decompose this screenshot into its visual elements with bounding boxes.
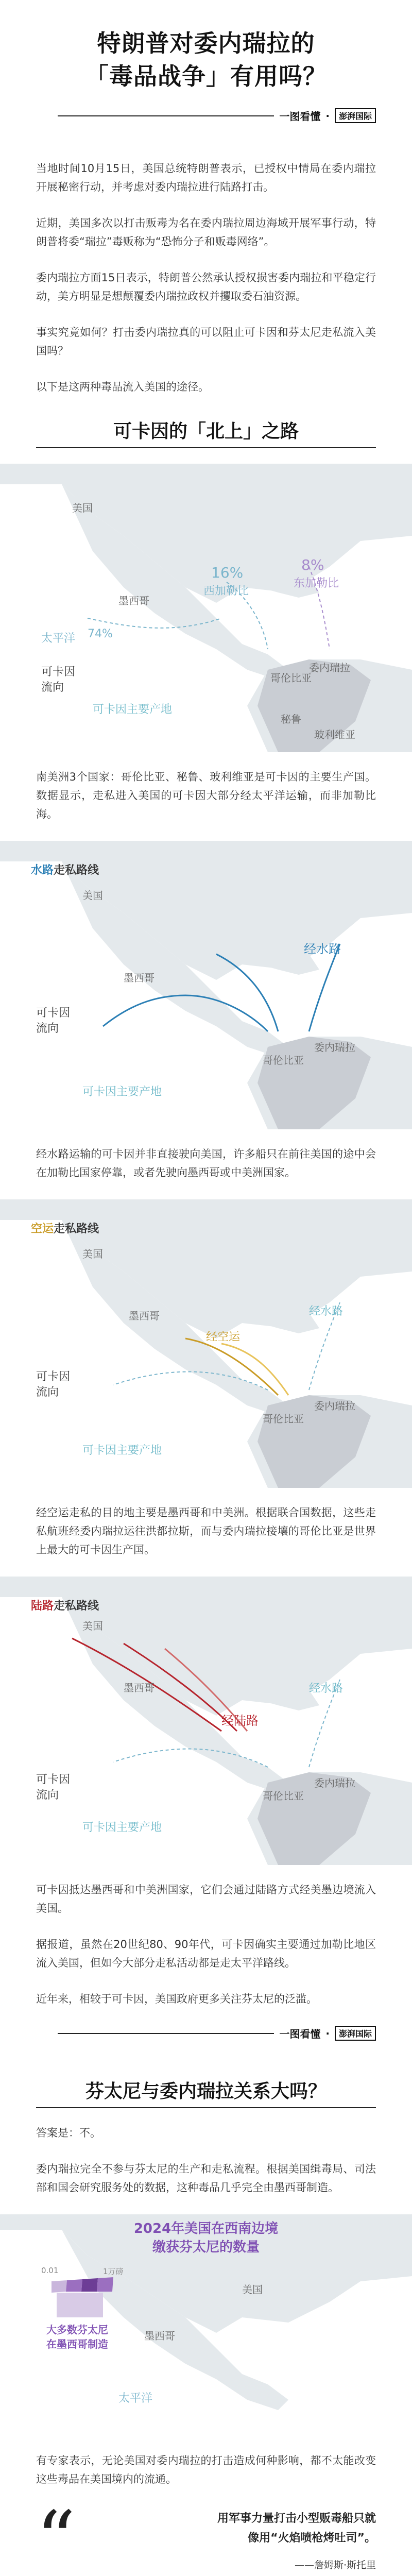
- map-land-route: [0, 1577, 412, 1865]
- map3-title: [31, 1220, 99, 1236]
- intro-paragraph: 以下是这两种毒品流入美国的途径。: [36, 381, 209, 393]
- fentanyl-origin-area: [57, 2293, 103, 2317]
- map3-title-suffix: 走私路线: [54, 1223, 99, 1235]
- section2-heading-text: 芬太尼与委内瑞拉关系大吗？: [85, 2081, 327, 2102]
- label-usa: 美国: [242, 2283, 263, 2296]
- section1-paragraph: 近年来，相较于可卡因，美国政府更多关注芬太尼的泛滥。: [36, 1993, 317, 2005]
- map4-svg: [0, 1577, 412, 1865]
- intro-paragraph: 事实究竟如何？打击委内瑞拉真的可以阻止可卡因和芬太尼走私流入美国吗？: [36, 326, 376, 357]
- section2-heading: [82, 2077, 330, 2103]
- section2-text-a: [0, 2124, 412, 2197]
- brand-name: 一图看懂: [279, 2028, 321, 2040]
- label-mexico: 墨西哥: [124, 972, 154, 984]
- seizure-bar: [81, 2278, 98, 2292]
- map-fentanyl: [0, 2214, 412, 2441]
- label-sea-route: 经水路: [309, 1305, 344, 1318]
- label-land-route: 经陆路: [221, 1714, 259, 1728]
- label-origin: 可卡因主要产地: [82, 1821, 162, 1834]
- section1-heading-block: [0, 417, 412, 448]
- label-colombia: 哥伦比亚: [263, 1413, 304, 1425]
- label-pct-16: 16%: [211, 564, 244, 581]
- intro-paragraph: 当地时间10月15日，美国总统特朗普表示，已授权中情局在委内瑞拉开展秘密行动，并考虑对委内瑞拉进行陆路打击。: [36, 162, 376, 193]
- map5-caption-line2: 缴获芬太尼的数量: [152, 2240, 260, 2255]
- label-pacific: 太平洋: [118, 2392, 153, 2405]
- label-sea-route: 经水路: [309, 1682, 344, 1695]
- section2-paragraph: 有专家表示，无论美国对委内瑞拉的打击造成何种影响，都不太能改变这些毒品在美国境内的流通。: [36, 2454, 376, 2485]
- heading-rule: [36, 2107, 376, 2108]
- brand-rule: [58, 2033, 274, 2034]
- map2-title-prefix: 水路: [31, 864, 54, 877]
- map3-title-prefix: 空运: [31, 1223, 54, 1235]
- label-mexico: 墨西哥: [129, 1310, 160, 1322]
- label-venezuela: 委内瑞拉: [309, 662, 350, 674]
- brand-box: 澎湃国际: [335, 2026, 376, 2041]
- quote-text-line1: 用军事力量打击小型贩毒船只就: [217, 2512, 376, 2525]
- section1-heading: [110, 417, 302, 443]
- label-east-caribbean: 东加勒比: [294, 577, 339, 590]
- section2-heading-block: [0, 2077, 412, 2108]
- intro: [0, 159, 412, 396]
- brand-name: 一图看懂: [279, 110, 321, 123]
- label-pacific: 太平洋: [41, 632, 76, 645]
- brand-row: [36, 108, 376, 123]
- section1-paragraph: 据报道，虽然在20世纪80、90年代，可卡因确实主要通过加勒比地区流入美国，但如今大部分走私活动都是走太平洋路线。: [36, 1938, 376, 1969]
- label-mexico: 墨西哥: [118, 595, 149, 607]
- intro-paragraph: 近期，美国多次以打击贩毒为名在委内瑞拉周边海域开展军事行动，特朗普将委“瑞拉”毒贩称为“恐怖分子和贩毒网络”。: [36, 217, 376, 248]
- section2-text-b: [0, 2451, 412, 2488]
- label-cocaine-flow: 可卡因 流向: [41, 666, 76, 694]
- label-venezuela: 委内瑞拉: [314, 1041, 355, 1054]
- seizure-bar: [66, 2279, 82, 2292]
- label-origin: 可卡因主要产地: [93, 703, 173, 716]
- water-route-line-3: [309, 944, 340, 1031]
- label-colombia: 哥伦比亚: [270, 672, 312, 684]
- map5-caption: [0, 2219, 412, 2257]
- label-usa: 美国: [82, 1248, 103, 1260]
- label-colombia: 哥伦比亚: [263, 1054, 304, 1066]
- seizure-bar: [97, 2277, 113, 2292]
- map2-svg: [0, 841, 412, 1129]
- label-venezuela: 委内瑞拉: [314, 1400, 355, 1412]
- label-origin: 可卡因主要产地: [82, 1444, 162, 1457]
- intro-paragraph: 委内瑞拉方面15日表示，特朗普公然承认授权损害委内瑞拉和平稳定行动，美方明显是想颠覆委内瑞拉政权并攫取委石油资源。: [36, 272, 376, 302]
- section1-paragraph: 经空运走私的目的地主要是墨西哥和中美洲。根据联合国数据，这些走私航班经委内瑞拉运往洪都拉斯，而与委内瑞拉接壤的哥伦比亚是世界上最大的可卡因生产国。: [36, 1506, 376, 1556]
- label-usa: 美国: [82, 889, 103, 902]
- heading-rule: [36, 447, 376, 448]
- label-cocaine-flow: 可卡因 流向: [36, 1773, 71, 1802]
- section1-paragraph: 经水路运输的可卡因并非直接驶向美国，许多船只在前往美国的途中会在加勒比国家停靠，或者先驶向墨西哥或中美洲国家。: [36, 1148, 376, 1179]
- map-air-route: [0, 1199, 412, 1488]
- quote-body: [103, 2509, 376, 2576]
- legend-high: 1万磅: [103, 2267, 124, 2276]
- label-mexico: 墨西哥: [144, 2330, 175, 2342]
- title-line-1: 特朗普对委内瑞拉的: [97, 29, 315, 57]
- map4-title-suffix: 走私路线: [54, 1600, 99, 1613]
- brand-dot: ·: [325, 2027, 330, 2040]
- header: [0, 0, 412, 123]
- brand-row-2: [0, 2026, 412, 2041]
- label-usa: 美国: [82, 1620, 103, 1632]
- label-cocaine-flow: 可卡因 流向: [36, 1007, 71, 1035]
- map-cocaine-flow: [0, 464, 412, 752]
- section1-text-d: [0, 1880, 412, 2008]
- label-pct-74: 74%: [88, 628, 113, 640]
- section1-heading-text: 可卡因的「北上」之路: [113, 421, 299, 442]
- label-origin: 可卡因主要产地: [82, 1086, 162, 1098]
- quote-text-line2: 像用“火焰喷枪烤吐司”。: [248, 2532, 376, 2545]
- label-air-route: 经空运: [206, 1331, 241, 1344]
- map2-title: [31, 861, 99, 877]
- map-water-route: [0, 841, 412, 1129]
- label-colombia: 哥伦比亚: [263, 1790, 304, 1802]
- title-line-2: 「毒品战争」有用吗？: [85, 62, 327, 90]
- label-sea-route: 经水路: [304, 942, 341, 956]
- section2-paragraph: 答案是：不。: [36, 2127, 101, 2139]
- map4-title-prefix: 陆路: [31, 1600, 54, 1613]
- label-west-caribbean: 西加勒比: [203, 585, 249, 598]
- brand-rule: [58, 115, 274, 116]
- section1-text-c: [0, 1503, 412, 1559]
- label-usa: 美国: [72, 502, 93, 514]
- label-venezuela: 委内瑞拉: [314, 1777, 355, 1789]
- label-peru: 秘鲁: [281, 713, 301, 725]
- label-pct-8: 8%: [301, 556, 324, 573]
- section1-text-a: [0, 768, 412, 823]
- section1-paragraph: 南美洲3个国家：哥伦比亚、秘鲁、玻利维亚是可卡因的主要生产国。数据显示，走私进入美国的可卡因大部分经太平洋运输，而非加勒比海。: [36, 771, 376, 820]
- map2-title-suffix: 走私路线: [54, 864, 99, 877]
- seizure-bar: [52, 2280, 67, 2293]
- quote-mark-icon: “: [36, 2495, 76, 2576]
- label-cocaine-flow: 可卡因 流向: [36, 1370, 71, 1399]
- section2-paragraph: 委内瑞拉完全不参与芬太尼的生产和走私流程。根据美国缉毒局、司法部和国会研究服务处的数据，这种毒品几乎完全由墨西哥制造。: [36, 2163, 376, 2194]
- quote-block: [0, 2495, 412, 2576]
- brand-box: 澎湃国际: [335, 108, 376, 123]
- legend-low: 0.01: [41, 2266, 59, 2275]
- label-bolivia: 玻利维亚: [314, 728, 355, 741]
- section1-text-b: [0, 1145, 412, 1182]
- section1-paragraph: 可卡因抵达墨西哥和中美洲国家，它们会通过陆路方式经美墨边境流入美国。: [36, 1884, 376, 1914]
- map5-caption-line1: 2024年美国在西南边境: [133, 2221, 279, 2236]
- brand-dot: ·: [325, 109, 330, 122]
- label-fentanyl-origin: 大多数芬太尼 在墨西哥制造: [46, 2324, 108, 2350]
- quote-attribution-line1: ——詹姆斯·斯托里: [294, 2560, 376, 2571]
- map1-svg: [0, 464, 412, 752]
- label-mexico: 墨西哥: [124, 1682, 154, 1694]
- map4-title: [31, 1597, 99, 1613]
